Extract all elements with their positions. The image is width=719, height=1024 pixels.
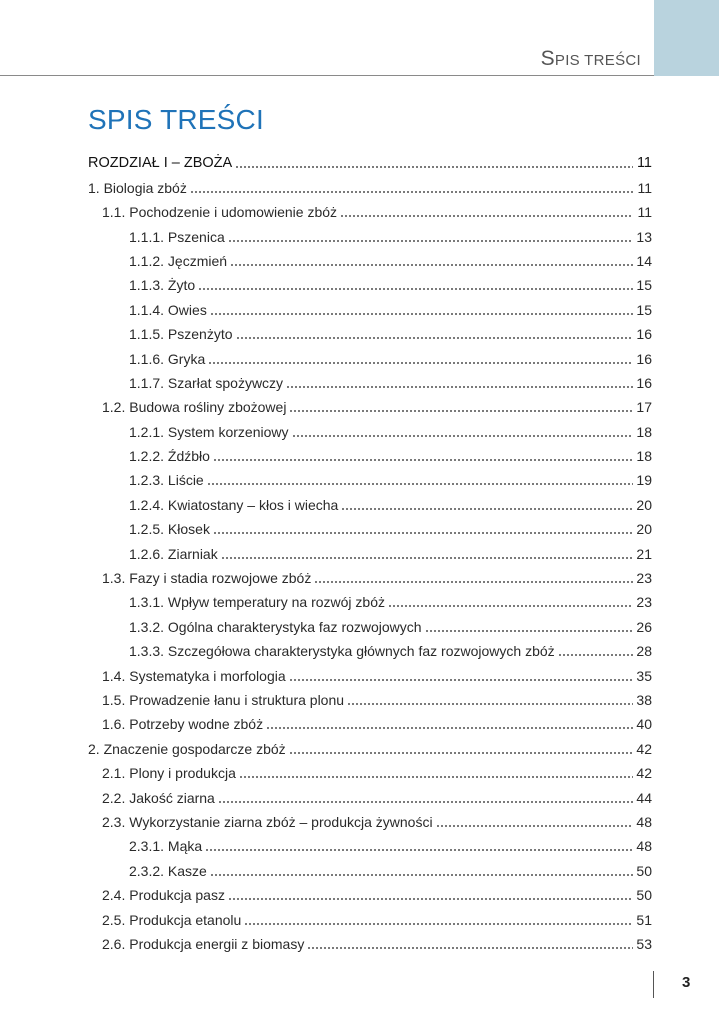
toc-entry-page: 11 [637,204,652,221]
running-head [541,47,641,71]
toc-dot-leader [289,401,633,413]
toc-entry[interactable] [88,782,652,806]
toc-entry[interactable] [88,733,652,757]
toc-entry-label: 1.3. Fazy i stadia rozwojowe zbóż [102,570,312,587]
toc-entry-label: 1.1.4. Owies [129,301,207,318]
toc-entry-label: 2.3. Wykorzystanie ziarna zbóż – produkcja żywności [102,813,433,830]
toc-entry-label: 2.3.2. Kasze [129,862,207,879]
toc-entry-label: 1.1.7. Szarłat spożywczy [129,374,284,391]
toc-entry[interactable] [88,758,652,782]
toc-entry-label: 1.2.3. Liście [129,472,204,489]
toc-entry-label: 1.6. Potrzeby wodne zbóż [102,716,264,733]
toc-entry-page: 40 [636,716,652,733]
toc-dot-leader [210,304,633,316]
toc-entry-page: 18 [636,423,652,440]
toc-entry-page: 14 [636,252,652,269]
toc-entry-label: 1.1.5. Pszenżyto [129,326,233,343]
toc-entry-label: 2.6. Produkcja energii z biomasy [102,935,305,952]
toc-entry-page: 20 [636,521,652,538]
toc-entry-label: 1.1.3. Żyto [129,277,196,294]
toc-entry-page: 48 [636,838,652,855]
toc-entry[interactable] [88,587,652,611]
toc-entry[interactable] [88,807,652,831]
toc-dot-leader [210,865,633,877]
toc-entry[interactable] [88,221,652,245]
toc-entry-page: 23 [636,570,652,587]
toc-entry[interactable] [88,489,652,513]
toc-dot-leader [190,182,633,194]
toc-dot-leader [289,743,633,755]
toc-entry-label: 1.1. Pochodzenie i udomowienie zbóż [102,204,338,221]
toc-entry-label: 1.2. Budowa rośliny zbożowej [102,399,287,416]
toc-dot-leader [289,670,633,682]
toc-entry-page: 18 [636,448,652,465]
toc-entry-page: 13 [636,228,652,245]
toc-entry-page: 44 [636,789,652,806]
toc-entry[interactable] [88,709,652,733]
toc-dot-leader [244,914,633,926]
toc-entry-page: 23 [636,594,652,611]
toc-entry-page: 35 [636,667,652,684]
toc-entry[interactable] [88,855,652,879]
toc-entry-page: 50 [636,862,652,879]
toc-entry-label: 2.1. Plony i produkcja [102,765,236,782]
toc-entry-page: 38 [636,691,652,708]
toc-entry-page: 42 [636,765,652,782]
table-of-contents [88,148,652,953]
toc-entry[interactable] [88,246,652,270]
toc-entry-label: 1. Biologia zbóż [88,179,187,196]
toc-entry[interactable] [88,343,652,367]
toc-entry[interactable] [88,929,652,953]
running-head-rest: PIS TREŚCI [554,52,641,69]
toc-dot-leader [425,621,633,633]
toc-dot-leader [235,157,633,169]
toc-entry[interactable] [88,368,652,392]
toc-entry-label: 1.3.2. Ogólna charakterystyka faz rozwojowych [129,618,422,635]
toc-entry[interactable] [88,563,652,587]
toc-entry-page: 11 [637,179,652,196]
toc-entry-label: 1.2.1. System korzeniowy [129,423,289,440]
toc-entry-page: 20 [636,496,652,513]
toc-entry-page: 19 [636,472,652,489]
toc-entry-page: 48 [636,813,652,830]
toc-dot-leader [230,255,633,267]
toc-entry[interactable] [88,270,652,294]
toc-entry-label: 1.2.5. Kłosek [129,521,210,538]
toc-dot-leader [239,767,633,779]
toc-entry[interactable] [88,685,652,709]
running-head-initial: S [540,47,555,70]
page-title: SPIS TREŚCI [88,104,264,135]
toc-dot-leader [436,816,633,828]
toc-entry[interactable] [88,172,652,196]
toc-dot-leader [388,596,633,608]
header-divider [0,75,654,76]
toc-entry-label: 1.2.6. Ziarniak [129,545,218,562]
toc-entry[interactable] [88,294,652,318]
toc-entry-page: 26 [636,618,652,635]
toc-entry-label: 1.1.2. Jęczmień [129,252,228,269]
toc-entry-label: 2.4. Produkcja pasz [102,887,225,904]
toc-dot-leader [208,353,633,365]
toc-entry-label: 2.2. Jakość ziarna [102,789,215,806]
corner-color-block [654,0,719,76]
toc-dot-leader [341,499,633,511]
toc-entry-label: 2.5. Produkcja etanolu [102,911,242,928]
toc-dot-leader [213,450,633,462]
toc-entry[interactable] [88,441,652,465]
toc-entry-label: 1.2.2. Źdźbło [129,448,210,465]
toc-entry-page: 16 [636,350,652,367]
toc-dot-leader [307,938,633,950]
toc-entry-label: 1.1.1. Pszenica [129,228,225,245]
toc-dot-leader [205,840,633,852]
toc-entry[interactable] [88,514,652,538]
toc-entry[interactable] [88,416,652,440]
toc-dot-leader [236,328,633,340]
toc-entry-label: 1.2.4. Kwiatostany – kłos i wiecha [129,496,339,513]
toc-entry-page: 16 [636,374,652,391]
page-number: 3 [682,974,691,991]
toc-entry-page: 11 [636,155,652,172]
toc-dot-leader [218,792,633,804]
toc-entry-page: 15 [636,301,652,318]
toc-entry[interactable] [88,904,652,928]
toc-dot-leader [198,279,633,291]
footer-divider [653,971,654,998]
toc-entry-page: 51 [636,911,652,928]
toc-dot-leader [314,572,633,584]
toc-entry-page: 16 [636,326,652,343]
toc-entry[interactable] [88,465,652,489]
toc-entry-label: ROZDZIAŁ I – ZBOŻA [88,155,233,172]
toc-entry-label: 2. Znaczenie gospodarcze zbóż [88,740,286,757]
toc-entry-page: 28 [636,643,652,660]
toc-entry[interactable] [88,148,652,172]
toc-entry[interactable] [88,880,652,904]
toc-dot-leader [213,523,633,535]
toc-dot-leader [228,231,633,243]
toc-dot-leader [286,377,633,389]
toc-entry[interactable] [88,392,652,416]
toc-entry-label: 1.5. Prowadzenie łanu i struktura plonu [102,691,345,708]
toc-entry[interactable] [88,636,652,660]
toc-entry-page: 42 [636,740,652,757]
toc-dot-leader [228,889,633,901]
toc-entry-label: 1.3.1. Wpływ temperatury na rozwój zbóż [129,594,385,611]
toc-entry-label: 1.4. Systematyka i morfologia [102,667,286,684]
toc-entry-page: 17 [636,399,652,416]
toc-dot-leader [207,474,633,486]
toc-entry-label: 1.1.6. Gryka [129,350,206,367]
toc-dot-leader [558,645,633,657]
toc-entry-page: 15 [636,277,652,294]
toc-dot-leader [340,206,633,218]
toc-entry[interactable] [88,538,652,562]
toc-dot-leader [266,718,633,730]
toc-dot-leader [292,426,633,438]
toc-dot-leader [347,694,633,706]
toc-entry-page: 50 [636,887,652,904]
toc-entry[interactable] [88,197,652,221]
toc-entry[interactable] [88,660,652,684]
toc-dot-leader [221,548,633,560]
toc-entry[interactable] [88,611,652,635]
toc-entry-label: 2.3.1. Mąka [129,838,203,855]
toc-entry[interactable] [88,319,652,343]
toc-entry-page: 21 [636,545,652,562]
toc-entry-page: 53 [636,935,652,952]
toc-entry[interactable] [88,831,652,855]
toc-entry-label: 1.3.3. Szczegółowa charakterystyka głównych faz rozwojowych zbóż [129,643,555,660]
